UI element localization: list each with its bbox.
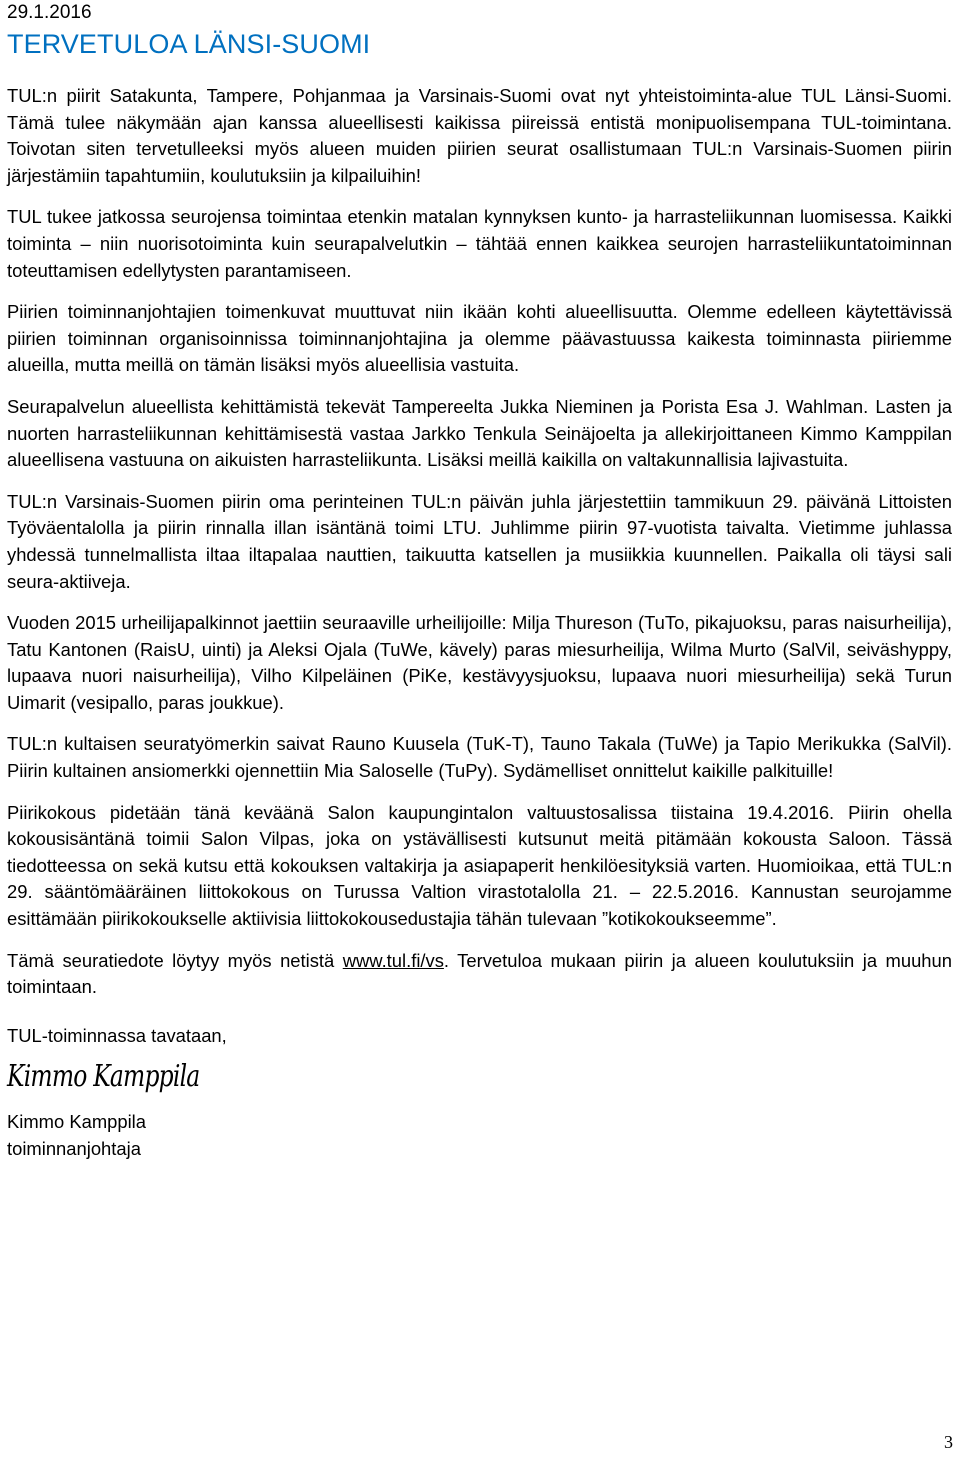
paragraph: TUL:n kultaisen seuratyömerkin saivat Rauno Kuusela (TuK-T), Tauno Takala (TuWe) ja Tapio Merikukka (SalVil). Piirin kultainen ansiomerkki ojennettiin Mia Saloselle (TuPy). Sydämelliset onnittelut kaikille palkituille! (7, 733, 952, 782)
page-number: 3 (944, 1432, 953, 1452)
paragraph: Piirien toiminnanjohtajien toimenkuvat muuttuvat niin ikään kohti alueellisuutta. Olemme edelleen käytettävissä piirien toiminnan organisoinnissa toiminnanjohtajina ja olemme päävastuussa kaikesta toiminnasta piiriemme alueilla, mutta meillä on tämän lisäksi myös alueellisia vastuita. (7, 301, 952, 376)
signer-name: Kimmo Kamppila (7, 1111, 146, 1133)
closing-greeting: TUL-toiminnassa tavataan, (7, 1024, 227, 1046)
page-title: TERVETULOA LÄNSI-SUOMI (7, 29, 371, 59)
signature-script: Kimmo Kamppila (7, 1059, 200, 1095)
paragraph: TUL tukee jatkossa seurojensa toimintaa etenkin matalan kynnyksen kunto- ja harrasteliikunnan luomisessa. Kaikki toiminta – niin nuorisotoiminta kuin seurapalvelutkin – tähtää ennen kaikkea seurojen harrasteliikuntatoiminnan toteuttamisen edellytysten parantamiseen. (7, 206, 952, 281)
paragraph-text: . Tervetuloa mukaan piirin ja alueen koulutuksiin ja muuhun toimintaan. (7, 949, 952, 998)
paragraph-text: Tämä seuratiedote löytyy myös netistä (7, 949, 343, 971)
document-date: 29.1.2016 (7, 2, 92, 23)
paragraph-with-link (7, 948, 952, 1001)
website-link[interactable]: www.tul.fi/vs (342, 949, 444, 971)
paragraph: Piirikokous pidetään tänä keväänä Salon kaupungintalon valtuustosalissa tiistaina 19.4.2016. Piirin ohella kokousisäntänä toimii Salon Vilpas, joka on ystävällisesti kutsunut meitä pitämään kokousta Saloon. Tässä tiedotteessa on sekä kutsu että kokouksen valtakirja ja asiapaperit henkilöesityksiä varten. Huomioikaa, että TUL:n 29. sääntömääräinen liittokokous on Turussa Valtion virastotalolla 21. – 22.5.2016. Kannustan seurojamme esittämään piirikokoukselle aktiivisia liittokokousedustajia tähän tulevaan ”kotikokoukseemme”. (7, 801, 952, 930)
handwritten-signature (7, 1055, 952, 1105)
paragraph: Vuoden 2015 urheilijapalkinnot jaettiin seuraaville urheilijoille: Milja Thureson (TuTo, pikajuoksu, paras naisurheilija), Tatu Kantonen (RaisU, uinti) ja Aleksi Ojala (TuWe, kävely) paras miesurheilija, Wilma Murto (SalVil, seiväshyppy, lupaava nuori naisurheilija), Vilho Kilpeläinen (PiKe, kestävyysjuoksu, lupaava nuori miesurheilija) sekä Turun Uimarit (vesipallo, paras joukkue). (7, 612, 952, 713)
document-page (7, 0, 952, 1163)
paragraph: TUL:n Varsinais-Suomen piirin oma perinteinen TUL:n päivän juhla järjestettiin tammikuun 29. päivänä Littoisten Työväentalolla ja piirin rinnalla illan isäntänä toimi LTU. Juhlimme piirin 97-vuotista taivalta. Vietimme juhlassa yhdessä tunnelmallista iltaa iltapalaa nauttien, taikuutta katsellen ja musiikkia kuunnellen. Paikalla oli täysi sali seura-aktiiveja. (7, 490, 952, 592)
paragraph: Seurapalvelun alueellista kehittämistä tekevät Tampereelta Jukka Nieminen ja Porista Esa J. Wahlman. Lasten ja nuorten harrasteliikunnan kehittämisestä vastaa Jarkko Tenkula Seinäjoelta ja allekirjoittaneen Kimmo Kamppilan alueellisena vastuuna on aikuisten harrasteliikunta. Lisäksi meillä kaikilla on valtakunnallisia lajivastuita. (7, 395, 952, 471)
paragraph: TUL:n piirit Satakunta, Tampere, Pohjanmaa ja Varsinais-Suomi ovat nyt yhteistoiminta-alue TUL Länsi-Suomi. Tämä tulee näkymään ajan kanssa alueellisesti kaikissa piireissä entistä monipuolisempana TUL-toimintana. Toivotan siten tervetulleeksi myös alueen muiden piirien seurat osallistumaan TUL:n Varsinais-Suomen piirin järjestämiin tapahtumiin, koulutuksiin ja kilpailuihin! (7, 85, 952, 186)
signer-title: toiminnanjohtaja (7, 1138, 141, 1159)
